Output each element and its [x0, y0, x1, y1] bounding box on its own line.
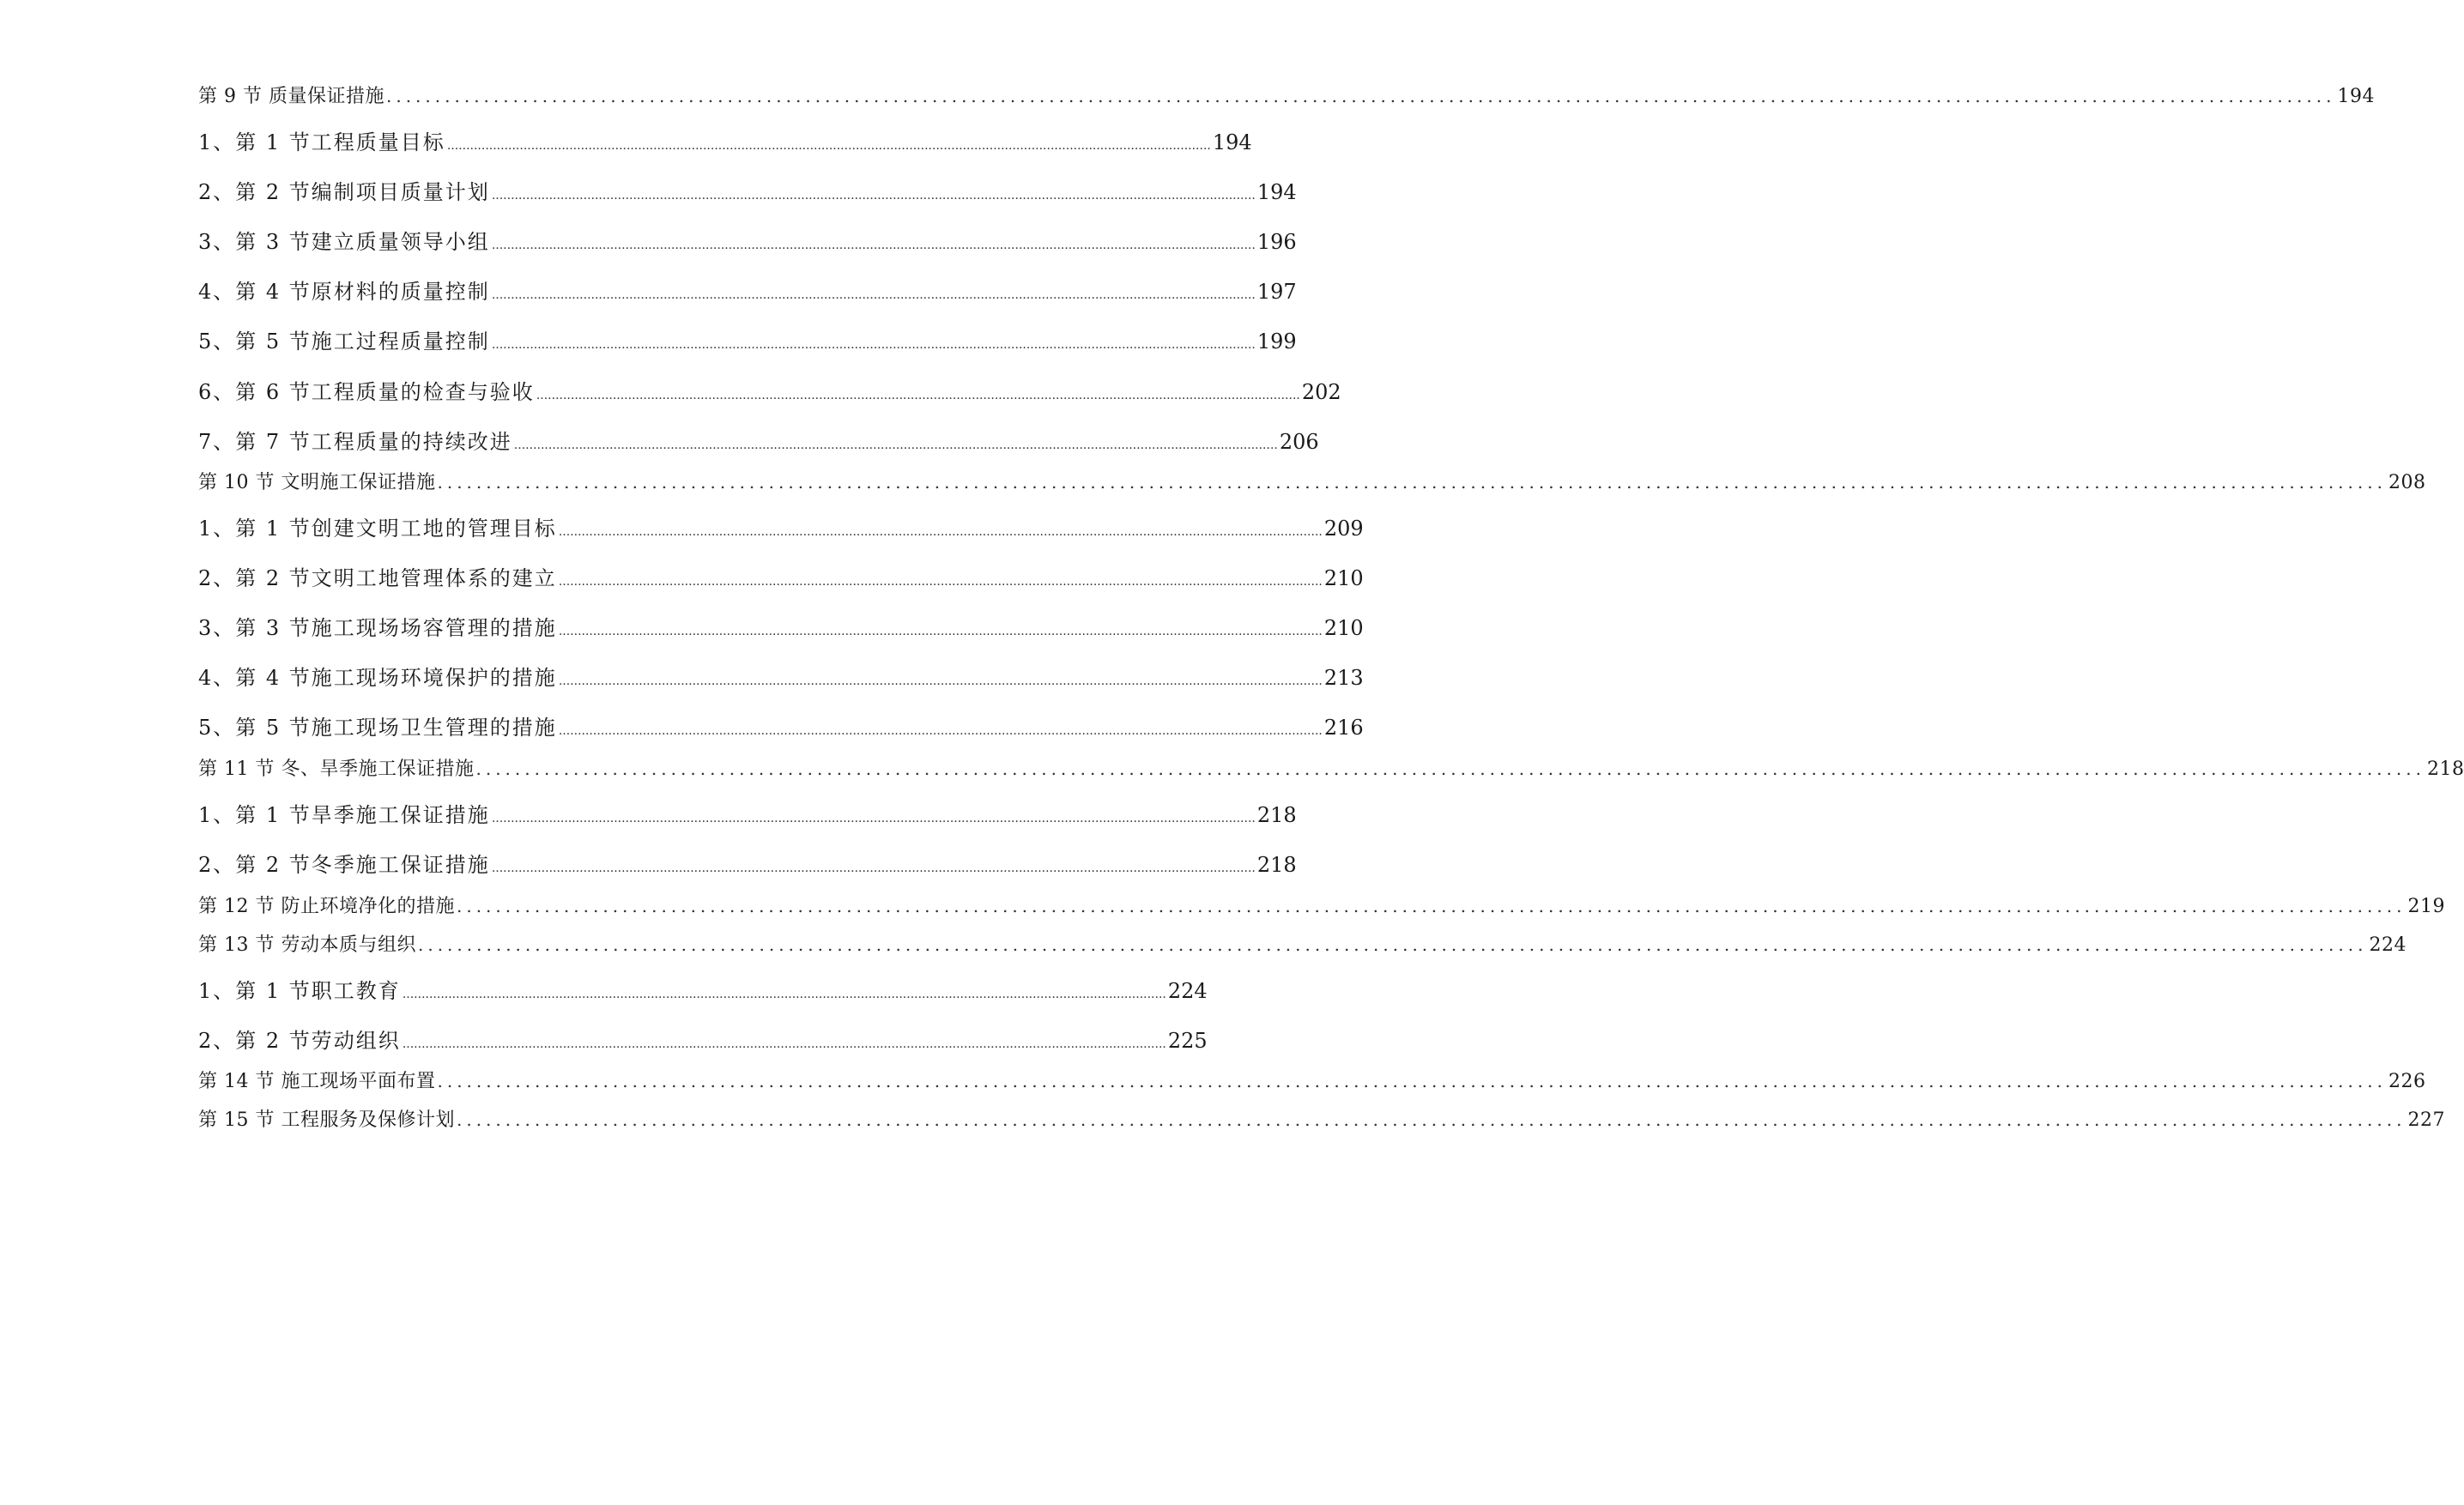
- toc-entry-number: 1、: [198, 517, 236, 541]
- toc-entry-title: 第 4 节原材料的质量控制: [235, 280, 490, 304]
- dot-leader: ........................................................................................................................................................................................................: [491, 338, 1256, 352]
- toc-entry-number: 1、: [198, 803, 236, 827]
- toc-section-entry: [0, 1067, 2426, 1093]
- toc-entry-title: 第 1 节旱季施工保证措施: [235, 803, 490, 827]
- toc-page-number: 202: [1301, 380, 1341, 404]
- toc-section-entry: [0, 82, 2375, 108]
- toc-subsection-entry: [0, 425, 1319, 455]
- toc-entry-title: 第 1 节工程质量目标: [235, 130, 445, 154]
- dot-leader: ........................................................................................................................................................................................................: [446, 139, 1211, 153]
- toc-entry-title: 第 13 节 劳动本质与组织: [198, 934, 416, 956]
- toc-page-number: 194: [1212, 130, 1252, 154]
- dot-leader: ........................................................................................................................................................................................................: [437, 1071, 2387, 1091]
- toc-page-number: 218: [1256, 803, 1297, 827]
- dot-leader: ........................................................................................................................................................................................................: [536, 389, 1300, 402]
- toc-subsection-entry: [0, 225, 1297, 255]
- dot-leader: ........................................................................................................................................................................................................: [558, 575, 1323, 589]
- toc-subsection-entry: [0, 511, 1364, 541]
- toc-entry-title: 第 12 节 防止环境净化的措施: [198, 896, 455, 917]
- toc-page-number: 210: [1323, 566, 1364, 590]
- toc-entry-number: 3、: [198, 616, 236, 640]
- toc-page-number: 194: [1256, 180, 1297, 204]
- toc-entry-number: 5、: [198, 329, 236, 354]
- dot-leader: ........................................................................................................................................................................................................: [437, 472, 2387, 493]
- toc-entry-title: 第 9 节 质量保证措施: [198, 86, 384, 107]
- toc-page-number: 197: [1256, 280, 1297, 304]
- toc-entry-title: 第 2 节劳动组织: [235, 1029, 401, 1053]
- toc-entry-number: 4、: [198, 666, 236, 690]
- toc-subsection-entry: [0, 661, 1364, 691]
- toc-entry-title: 第 1 节创建文明工地的管理目标: [235, 517, 557, 541]
- toc-entry-number: 1、: [198, 130, 236, 154]
- dot-leader: ........................................................................................................................................................................................................: [402, 988, 1166, 1001]
- toc-subsection-entry: [0, 125, 1252, 155]
- toc-entry-number: 3、: [198, 230, 236, 254]
- dot-leader: ........................................................................................................................................................................................................: [558, 625, 1323, 638]
- toc-page-number: 216: [1323, 716, 1364, 740]
- dot-leader: ........................................................................................................................................................................................................: [558, 525, 1323, 539]
- toc-entry-title: 第 7 节工程质量的持续改进: [235, 430, 512, 454]
- toc-subsection-entry: [0, 1024, 1208, 1054]
- toc-page-number: 226: [2388, 1071, 2426, 1092]
- toc-entry-title: 第 3 节施工现场场容管理的措施: [235, 616, 557, 640]
- toc-subsection-entry: [0, 375, 1341, 405]
- toc-entry-title: 第 4 节施工现场环境保护的措施: [235, 666, 557, 690]
- toc-subsection-entry: [0, 275, 1297, 305]
- dot-leader: ........................................................................................................................................................................................................: [558, 674, 1323, 688]
- toc-entry-number: 7、: [198, 430, 236, 454]
- toc-entry-title: 第 15 节 工程服务及保修计划: [198, 1109, 455, 1131]
- toc-page-number: 199: [1256, 329, 1297, 354]
- toc-page-number: 196: [1256, 230, 1297, 254]
- dot-leader: ........................................................................................................................................................................................................: [417, 934, 2368, 955]
- toc-section-entry: [0, 892, 2445, 918]
- toc-subsection-entry: [0, 561, 1364, 591]
- dot-leader: ........................................................................................................................................................................................................: [491, 812, 1256, 825]
- toc-entry-number: 5、: [198, 716, 236, 740]
- toc-page-number: 218: [2426, 759, 2464, 780]
- toc-entry-title: 第 3 节建立质量领导小组: [235, 230, 490, 254]
- toc-entry-number: 1、: [198, 979, 236, 1003]
- toc-entry-title: 第 10 节 文明施工保证措施: [198, 472, 436, 493]
- toc-page-number: 227: [2407, 1109, 2445, 1131]
- toc-page-number: 209: [1323, 517, 1364, 541]
- dot-leader: ........................................................................................................................................................................................................: [558, 724, 1323, 738]
- toc-page-number: 210: [1323, 616, 1364, 640]
- toc-page-number: 219: [2407, 896, 2445, 917]
- toc-page-number: 208: [2388, 472, 2426, 493]
- toc-subsection-entry: [0, 175, 1297, 205]
- toc-entry-title: 第 1 节职工教育: [235, 979, 401, 1003]
- toc-entry-title: 第 2 节编制项目质量计划: [235, 180, 490, 204]
- toc-subsection-entry: [0, 611, 1364, 641]
- toc-page-number: 224: [1167, 979, 1208, 1003]
- dot-leader: ........................................................................................................................................................................................................: [513, 438, 1278, 452]
- toc-page-number: 218: [1256, 853, 1297, 877]
- dot-leader: ........................................................................................................................................................................................................: [456, 1109, 2406, 1130]
- dot-leader: ........................................................................................................................................................................................................: [491, 861, 1256, 875]
- toc-entry-title: 第 5 节施工过程质量控制: [235, 329, 490, 354]
- toc-entry-title: 第 6 节工程质量的检查与验收: [235, 380, 535, 404]
- dot-leader: ........................................................................................................................................................................................................: [402, 1037, 1166, 1051]
- dot-leader: ........................................................................................................................................................................................................: [456, 896, 2406, 916]
- dot-leader: ........................................................................................................................................................................................................: [491, 288, 1256, 302]
- dot-leader: ........................................................................................................................................................................................................: [491, 239, 1256, 252]
- toc-page-number: 194: [2337, 86, 2375, 107]
- toc-section-entry: [0, 930, 2406, 957]
- toc-subsection-entry: [0, 710, 1364, 740]
- toc-page-number: 224: [2369, 934, 2406, 956]
- toc-subsection-entry: [0, 324, 1297, 354]
- toc-section-entry: [0, 468, 2426, 494]
- toc-entry-title: 第 2 节冬季施工保证措施: [235, 853, 490, 877]
- toc-section-entry: [0, 1105, 2445, 1132]
- dot-leader: ........................................................................................................................................................................................................: [385, 86, 2336, 106]
- toc-entry-number: 2、: [198, 1029, 236, 1053]
- toc-page-number: 225: [1167, 1029, 1208, 1053]
- toc-subsection-entry: [0, 974, 1208, 1004]
- toc-subsection-entry: [0, 848, 1297, 878]
- toc-entry-number: 4、: [198, 280, 236, 304]
- toc-entry-number: 2、: [198, 566, 236, 590]
- toc-section-entry: [0, 754, 2464, 781]
- toc-entry-title: 第 14 节 施工现场平面布置: [198, 1071, 436, 1092]
- toc-entry-number: 6、: [198, 380, 236, 404]
- toc-page-number: 213: [1323, 666, 1364, 690]
- toc-entry-title: 第 11 节 冬、旱季施工保证措施: [198, 759, 475, 780]
- toc-entry-number: 2、: [198, 180, 236, 204]
- toc-entry-title: 第 5 节施工现场卫生管理的措施: [235, 716, 557, 740]
- toc-subsection-entry: [0, 798, 1297, 828]
- toc-entry-number: 2、: [198, 853, 236, 877]
- dot-leader: ........................................................................................................................................................................................................: [491, 189, 1256, 202]
- toc-page-number: 206: [1279, 430, 1319, 454]
- dot-leader: ........................................................................................................................................................................................................: [475, 759, 2425, 779]
- toc-entry-title: 第 2 节文明工地管理体系的建立: [235, 566, 557, 590]
